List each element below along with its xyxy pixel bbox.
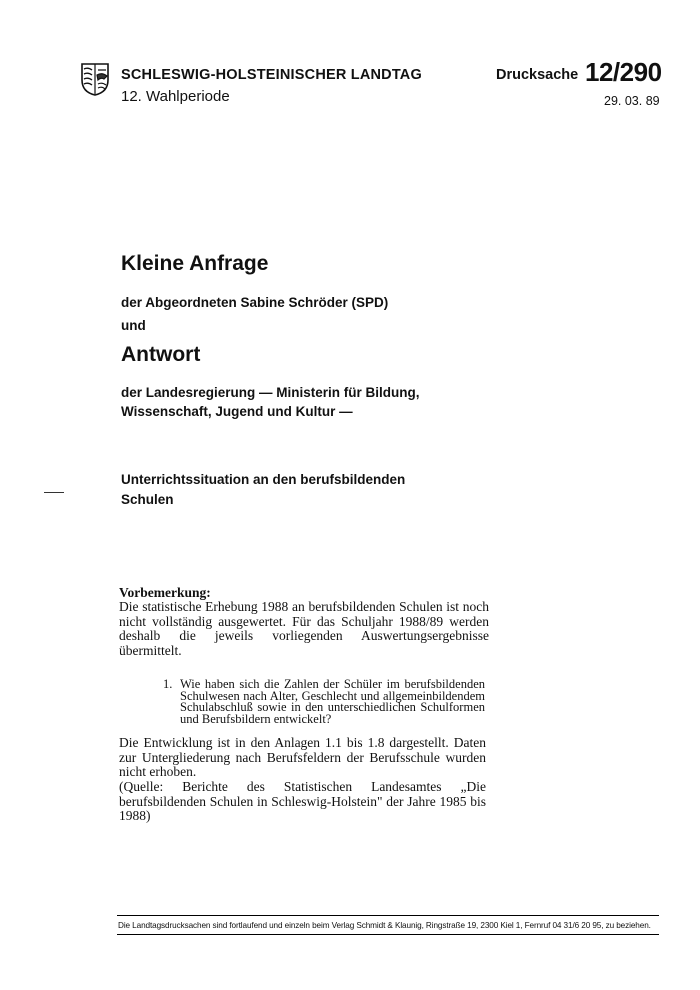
question-author: der Abgeordneten Sabine Schröder (SPD) bbox=[121, 295, 389, 310]
document-date: 29. 03. 89 bbox=[604, 94, 660, 108]
footer-rule-top bbox=[117, 915, 659, 916]
conjunction: und bbox=[121, 318, 146, 333]
question-text: Wie haben sich die Zahlen der Schüler im berufsbildenden Schulwesen nach Alter, Geschlecht und allgemeinbildendem Schulabschluß sowie in den unterschiedlichen Schulformen und Berufsbildern entwickelt? bbox=[180, 677, 485, 726]
document-label: Drucksache bbox=[496, 67, 579, 83]
preliminary-heading: Vorbemerkung: bbox=[119, 585, 211, 600]
subject-line-2: Schulen bbox=[121, 492, 174, 507]
preliminary-text: Die statistische Erhebung 1988 an berufsbildenden Schulen ist noch nicht vollständig ausgewertet. Für das Schuljahr 1988/89 werden deshalb die jeweils vorliegenden Auswertungsergebnisse übermittelt. bbox=[119, 599, 489, 658]
question-number: 1. bbox=[163, 677, 173, 691]
question-heading: Kleine Anfrage bbox=[121, 252, 269, 275]
answer-heading: Antwort bbox=[121, 343, 201, 366]
answer-text: Die Entwicklung ist in den Anlagen 1.1 bis 1.8 dargestellt. Daten zur Untergliederung nach Berufsfeldern der Berufsschule wurden nicht erhoben. bbox=[119, 735, 486, 779]
answer-authority-line-2: Wissenschaft, Jugend und Kultur — bbox=[121, 404, 353, 419]
footer-note: Die Landtagsdrucksachen sind fortlaufend und einzeln beim Verlag Schmidt & Klaunig, Ringstraße 19, 2300 Kiel 1, Fernruf 04 31/6 20 95, zu beziehen. bbox=[118, 921, 651, 930]
coat-of-arms-icon bbox=[80, 62, 110, 96]
parliament-name: SCHLESWIG-HOLSTEINISCHER LANDTAG bbox=[121, 67, 422, 83]
footer-rule-bottom bbox=[117, 934, 659, 935]
subject-line-1: Unterrichtssituation an den berufsbildenden bbox=[121, 472, 406, 487]
source-note: (Quelle: Berichte des Statistischen Landesamtes „Die berufsbildenden Schulen in Schleswig-Holstein" der Jahre 1985 bis 1988) bbox=[119, 779, 486, 823]
document-number: 12/290 bbox=[585, 57, 662, 87]
electoral-period: 12. Wahlperiode bbox=[121, 88, 230, 105]
margin-mark bbox=[44, 492, 64, 493]
answer-authority-line-1: der Landesregierung — Ministerin für Bildung, bbox=[121, 385, 420, 400]
